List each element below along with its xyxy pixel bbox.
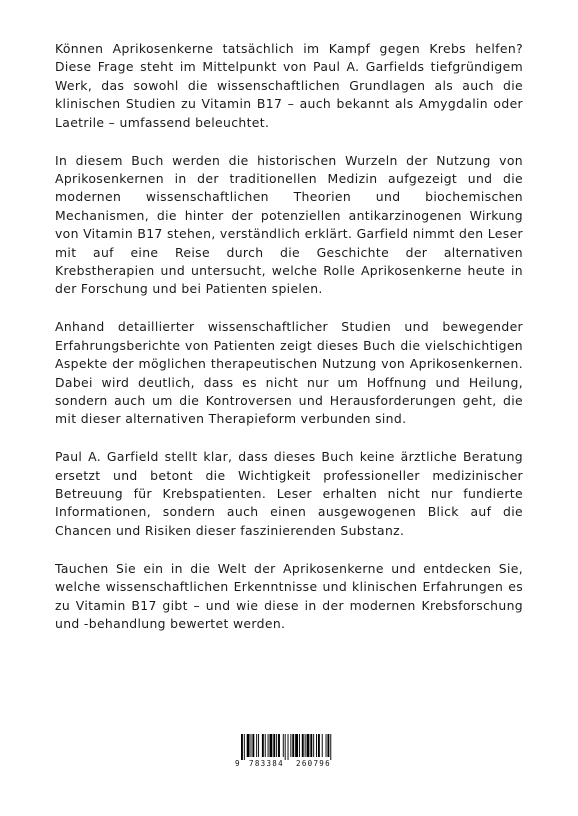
blurb-paragraph-4: Paul A. Garfield stellt klar, dass dieses Buch keine ärztliche Beratung ersetzt und betont die Wichtigkeit professioneller medizinischer Betreuung für Krebspatienten. Leser erhalten nicht nur fundierte Informationen, sondern auch einen ausgewogenen Blick auf die Chancen und Risiken dieser faszinierenden Substanz. [55, 449, 523, 538]
barcode-bar [244, 734, 245, 760]
barcode-bar [258, 734, 259, 757]
barcode-bar [241, 734, 243, 760]
blurb-paragraph-5: Tauchen Sie ein in die Welt der Aprikosenkerne und entdecken Sie, welche wissenschaftlichen Erkenntnisse und klinischen Erfahrungen es zu Vitamin B17 gibt – und wie diese in der modernen Krebsforschung und -behandlung bewertet werden. [55, 560, 523, 631]
blurb-paragraph-1: Können Aprikosenkerne tatsächlich im Kampf gegen Krebs helfen? Diese Frage steht im Mittelpunkt von Paul A. Garfields tiefgründigem Werk, das sowohl die wissenschaftlichen Grundlagen als auch die klinischen Studien zu Vitamin B17 – auch bekannt als Amygdalin oder Laetrile – umfassend beleuchtet. [55, 41, 523, 130]
barcode-bar [288, 734, 289, 760]
barcode-lead-digit: 9 [235, 759, 240, 768]
barcode-bar [322, 734, 323, 757]
barcode-bar [265, 734, 266, 757]
barcode-bar [326, 734, 327, 757]
barcode-bar [327, 734, 329, 757]
barcode-bar [313, 734, 314, 757]
blurb-text [55, 40, 523, 653]
barcode-bar [247, 734, 250, 757]
barcode-bar [262, 734, 264, 757]
barcode-right-digits: 260796 [296, 759, 331, 768]
barcode-bar [316, 734, 317, 757]
isbn-barcode [231, 730, 357, 774]
barcode-bar [305, 734, 306, 757]
barcode-bar [273, 734, 275, 757]
blurb-paragraph-3: Anhand detaillierter wissenschaftlicher Studien und bewegender Erfahrungsberichte von Patienten zeigt dieses Buch die vielschichtigen Aspekte der möglichen therapeutischen Nutzung von Aprikosenkernen. Dabei wird deutlich, dass es nicht nur um Hoffnung und Heilung, sondern auch um die Kontroversen und Herausforderungen geht, die mit dieser alternativen Therapieform verbunden sind. [55, 319, 523, 427]
barcode-bar [285, 734, 286, 760]
blurb-paragraph-2: In diesem Buch werden die historischen Wurzeln der Nutzung von Aprikosenkernen in der traditionellen Medizin aufgezeigt und die modernen wissenschaftlichen Theorien und biochemischen Mechanismen, die hinter der potenziellen antikarzinogenen Wirkung von Vitamin B17 stehen, verständlich erklärt. Garfield nimmt den Leser mit auf eine Reise durch die Geschichte der alternativen Krebstherapien und untersucht, welche Rolle Aprikosenkerne heute in der Forschung und bei Patienten spielen. [55, 152, 523, 297]
barcode-bar [278, 734, 280, 757]
barcode-bar [292, 734, 294, 757]
barcode-bar [290, 734, 291, 757]
barcode-bar [307, 734, 310, 757]
barcode-bar [318, 734, 320, 757]
barcode-bar [276, 734, 277, 757]
barcode-bar [302, 734, 304, 757]
barcode-bar [330, 734, 331, 760]
barcode-bars [241, 734, 345, 760]
barcode-left-digits: 783384 [249, 759, 284, 768]
barcode-bar [251, 734, 252, 757]
barcode-bar [256, 734, 257, 757]
barcode-bar [270, 734, 273, 757]
barcode-bar [252, 734, 254, 757]
barcode-bar [268, 734, 269, 757]
barcode-bar [310, 734, 312, 757]
barcode-bar [283, 734, 284, 757]
barcode-bar [299, 734, 300, 757]
barcode-bar [295, 734, 298, 757]
